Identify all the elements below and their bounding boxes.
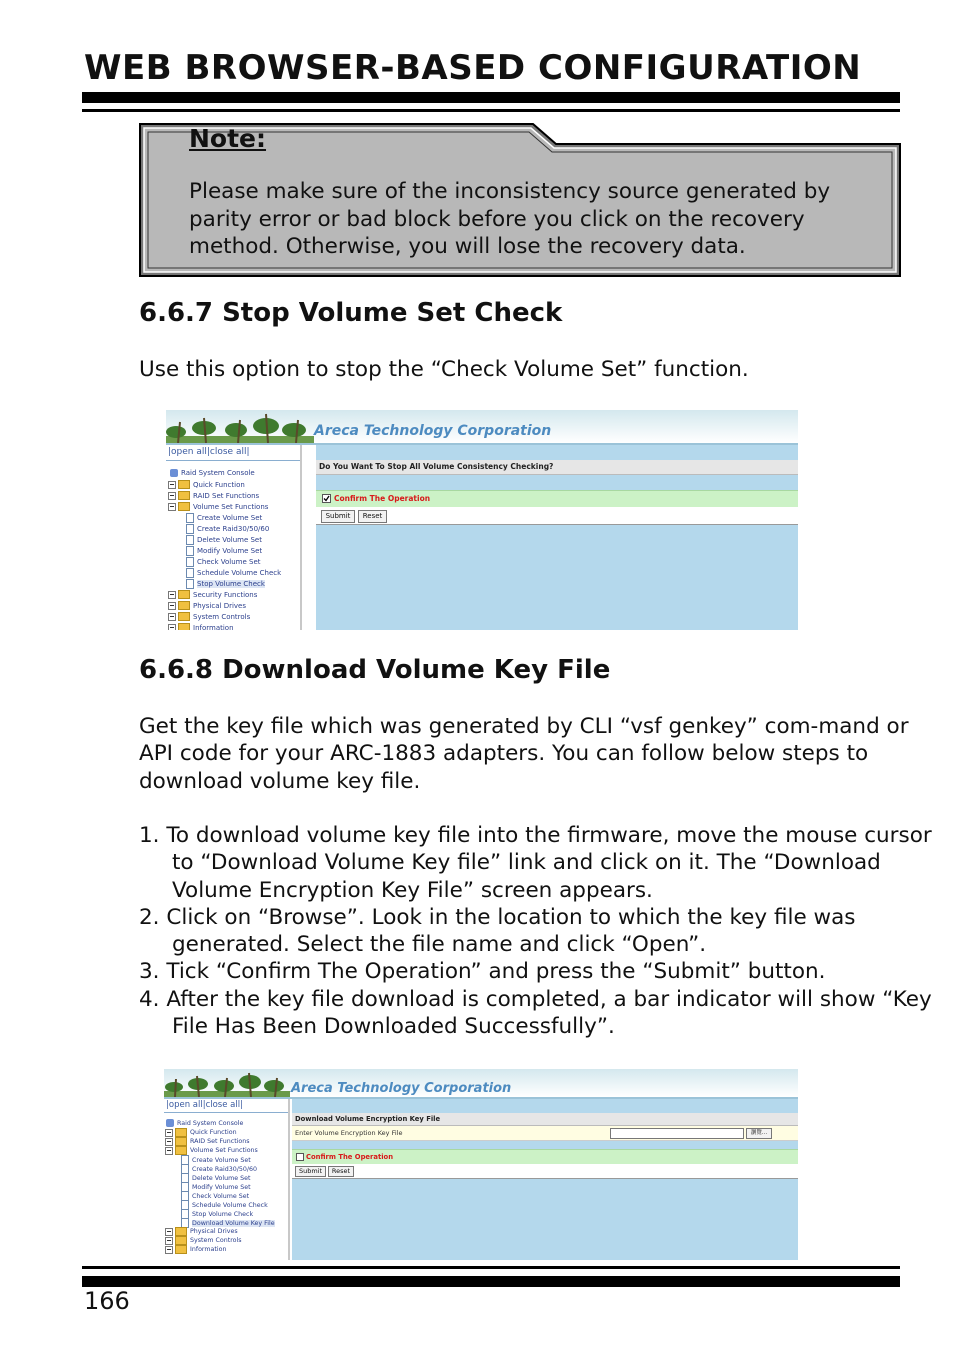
step-item: 2. Click on “Browse”. Look in the location to which the key file was generated. Select the file name and click “Open”. — [139, 905, 856, 958]
tree-label: Modify Volume Set — [197, 547, 263, 555]
tree-item-raid-set[interactable] — [165, 1137, 250, 1146]
tree-label: Raid System Console — [181, 469, 255, 477]
folder-icon — [178, 491, 190, 500]
screenshot-download-key — [164, 1069, 798, 1260]
content-panel — [292, 1099, 798, 1260]
tree-item-information[interactable] — [165, 1245, 226, 1254]
page-number: 166 — [84, 1287, 130, 1315]
tree-label: Schedule Volume Check — [197, 569, 282, 577]
content-panel — [316, 445, 798, 630]
tree-label: Create Raid30/50/60 — [197, 525, 270, 533]
expand-icon[interactable] — [165, 1138, 173, 1146]
folder-open-icon — [175, 1146, 187, 1155]
palm-trees-graphic — [166, 410, 314, 443]
tree-item-raid-set[interactable] — [168, 491, 259, 500]
key-file-input[interactable] — [610, 1128, 744, 1139]
tree-item-system-controls[interactable] — [168, 612, 250, 621]
collapse-icon[interactable] — [165, 1147, 173, 1155]
checkmark-icon — [323, 495, 330, 502]
reset-button[interactable]: Reset — [358, 510, 387, 523]
footer-rule-thick — [82, 1276, 900, 1287]
banner — [164, 1069, 798, 1097]
collapse-icon[interactable] — [168, 503, 176, 511]
folder-icon — [178, 612, 190, 621]
button-row — [316, 507, 798, 525]
confirm-label: Confirm The Operation — [334, 494, 431, 503]
tree-item-create-raid[interactable] — [186, 524, 269, 534]
header-rule-thin — [82, 109, 900, 112]
tree-item-physical-drives[interactable] — [165, 1227, 238, 1236]
tree-item-schedule-check[interactable] — [186, 568, 281, 578]
key-file-row — [292, 1126, 798, 1141]
section-text-stop-volume-check: Use this option to stop the “Check Volume Set” function. — [139, 357, 749, 382]
tree-item-root[interactable] — [170, 469, 255, 477]
confirm-label: Confirm The Operation — [306, 1153, 394, 1161]
confirm-row — [316, 490, 798, 508]
confirm-row — [292, 1149, 798, 1165]
tree-label: Check Volume Set — [197, 558, 261, 566]
tree-label: Physical Drives — [193, 601, 247, 610]
tree-label: Schedule Volume Check — [192, 1201, 268, 1209]
header-rule-thick — [82, 92, 900, 103]
step-item: 4. After the key file download is completed, a bar indicator will show “Key File Has Been Downloaded Successfully”. — [139, 987, 932, 1040]
expand-icon[interactable] — [168, 624, 176, 631]
tree-label: Physical Drives — [190, 1228, 238, 1235]
expand-icon[interactable] — [168, 602, 176, 610]
folder-icon — [178, 480, 190, 489]
step-item: 3. Tick “Confirm The Operation” and press the “Submit” button. — [139, 959, 826, 984]
page-icon — [186, 579, 194, 589]
tree-item-volume-set[interactable] — [165, 1146, 258, 1155]
tree-label: Volume Set Functions — [193, 502, 269, 511]
page-icon — [186, 535, 194, 545]
tree-label: Information — [190, 1246, 227, 1253]
tree-divider — [164, 1112, 288, 1113]
tree-item-system-controls[interactable] — [165, 1236, 242, 1245]
step-item: 1. To download volume key file into the firmware, move the mouse cursor to “Download Volume Key file” link and click on it. The “Download Volume Encryption Key File” screen appears. — [139, 823, 932, 903]
folder-icon — [175, 1227, 187, 1236]
tree-item-volume-set[interactable] — [168, 502, 268, 511]
expand-icon[interactable] — [168, 613, 176, 621]
tree-label: Delete Volume Set — [197, 536, 262, 544]
folder-icon — [178, 623, 190, 630]
page-icon — [186, 557, 194, 567]
tree-item-information[interactable] — [168, 623, 234, 630]
tree-label: Modify Volume Set — [192, 1183, 251, 1191]
panel-title: Download Volume Encryption Key File — [295, 1115, 441, 1123]
tree-label-selected: Stop Volume Check — [197, 580, 265, 588]
tree-label: RAID Set Functions — [193, 491, 260, 500]
tree-item-stop-volume-check[interactable] — [186, 579, 265, 589]
tree-label: Create Volume Set — [192, 1156, 251, 1164]
folder-icon — [175, 1236, 187, 1245]
tree-label-selected: Download Volume Key File — [192, 1219, 275, 1227]
tree-label: Create Raid30/50/60 — [192, 1165, 258, 1173]
tree-label: Quick Function — [193, 480, 245, 489]
tree-label: Volume Set Functions — [190, 1147, 258, 1154]
brand-title: Areca Technology Corporation — [291, 1081, 512, 1096]
tree-label: RAID Set Functions — [190, 1138, 250, 1145]
tree-label: Stop Volume Check — [192, 1210, 254, 1218]
expand-icon[interactable] — [165, 1237, 173, 1245]
key-file-label: Enter Volume Encryption Key File — [295, 1129, 403, 1137]
console-icon — [166, 1119, 174, 1127]
tree-label: Delete Volume Set — [192, 1174, 251, 1182]
folder-icon — [175, 1137, 187, 1146]
button-row — [292, 1164, 798, 1179]
open-close-all-link[interactable]: |open all|close all| — [168, 447, 250, 457]
tree-item-check-volume[interactable] — [186, 557, 261, 567]
tree-label: Create Volume Set — [197, 514, 263, 522]
section-heading-stop-volume-check: 6.6.7 Stop Volume Set Check — [139, 298, 563, 328]
tree-label: Quick Function — [190, 1129, 237, 1136]
open-close-all-link[interactable]: |open all|close all| — [166, 1100, 243, 1110]
tree-item-delete-volume[interactable] — [186, 535, 262, 545]
tree-item-security[interactable] — [168, 590, 257, 599]
tree-item-quick-function[interactable] — [168, 480, 245, 489]
section-intro-download-key: Get the key file which was generated by CLI “vsf genkey” com-mand or API code for your ARC-1883 adapters. You can follow below steps to download volume key file. — [139, 714, 909, 794]
tree-label: System Controls — [193, 612, 251, 621]
tree-label: System Controls — [190, 1237, 242, 1244]
tree-label: Check Volume Set — [192, 1192, 250, 1200]
page-header: WEB BROWSER-BASED CONFIGURATION — [84, 48, 862, 88]
nav-tree — [166, 445, 302, 630]
page-icon — [186, 568, 194, 578]
expand-icon[interactable] — [165, 1228, 173, 1236]
expand-icon[interactable] — [165, 1246, 173, 1254]
submit-button[interactable]: Submit — [321, 510, 355, 523]
confirm-checkbox[interactable] — [322, 494, 331, 503]
tree-label: Raid System Console — [177, 1119, 244, 1127]
expand-icon[interactable] — [168, 492, 176, 500]
brand-title: Areca Technology Corporation — [314, 423, 552, 439]
tree-item-modify-volume[interactable] — [186, 546, 262, 556]
banner — [166, 410, 798, 443]
expand-icon[interactable] — [165, 1129, 173, 1137]
tree-item-create-volume[interactable] — [186, 513, 262, 523]
tree-item-root[interactable] — [166, 1119, 243, 1127]
tree-item-physical-drives[interactable] — [168, 601, 246, 610]
folder-icon — [178, 590, 190, 599]
submit-button[interactable]: Submit — [295, 1166, 326, 1177]
footer-rule-thin — [82, 1266, 900, 1269]
folder-icon — [178, 601, 190, 610]
reset-button[interactable]: Reset — [328, 1166, 354, 1177]
note-body: Please make sure of the inconsistency source generated by parity error or bad block before you click on the recovery method. Otherwise, you will lose the recovery data. — [189, 179, 831, 259]
expand-icon[interactable] — [168, 591, 176, 599]
panel-header — [292, 1113, 798, 1126]
nav-tree — [164, 1099, 290, 1260]
tree-label: Information — [193, 623, 234, 630]
confirm-checkbox[interactable] — [296, 1153, 304, 1161]
folder-icon — [175, 1128, 187, 1137]
folder-open-icon — [178, 502, 190, 511]
palm-trees-graphic — [164, 1069, 290, 1097]
browse-button[interactable]: 瀏覽... — [746, 1128, 772, 1139]
note-title: Note: — [189, 124, 267, 153]
tree-item-quick-function[interactable] — [165, 1128, 237, 1137]
page-icon — [186, 513, 194, 523]
panel-header — [316, 460, 798, 475]
page-icon — [186, 546, 194, 556]
section-heading-download-key: 6.6.8 Download Volume Key File — [139, 655, 611, 685]
folder-icon — [175, 1245, 187, 1254]
panel-title: Do You Want To Stop All Volume Consistency Checking? — [319, 462, 554, 471]
console-icon — [170, 469, 178, 477]
page-icon — [186, 524, 194, 534]
screenshot-stop-volume-check — [166, 410, 798, 630]
tree-divider — [166, 460, 300, 461]
expand-icon[interactable] — [168, 481, 176, 489]
tree-label: Security Functions — [193, 590, 258, 599]
